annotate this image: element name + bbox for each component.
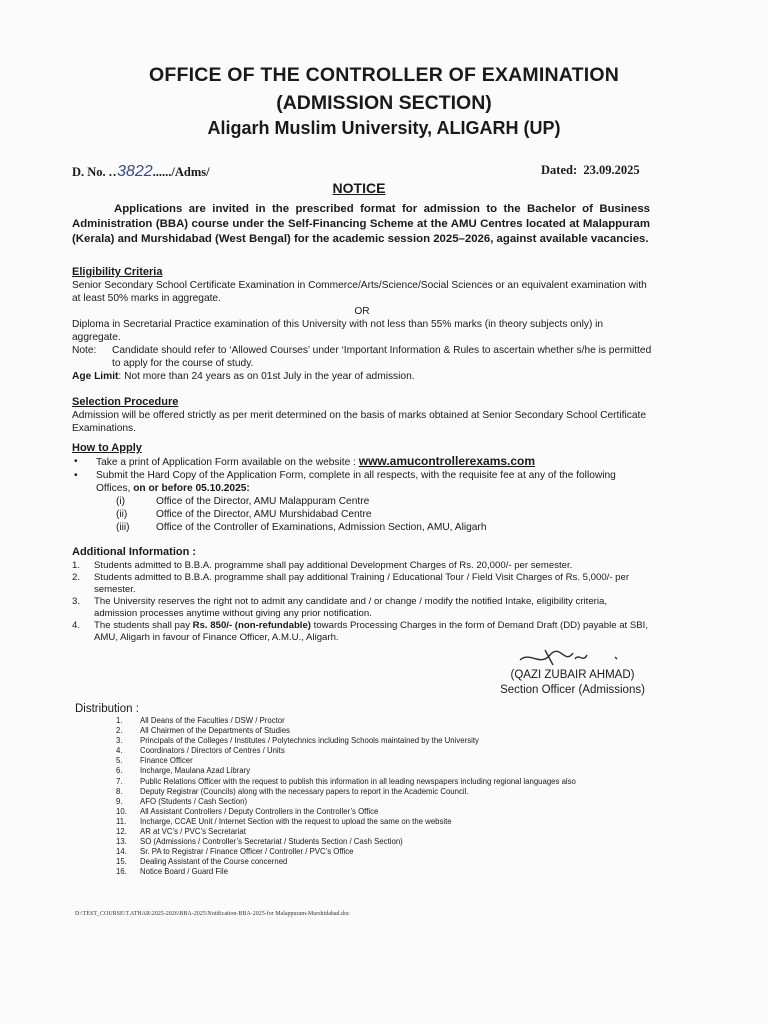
processing-fee: Rs. 850/- (non-refundable) (192, 620, 312, 631)
deadline: on or before 05.10.2025: (133, 483, 250, 494)
list-item: 7. Public Relations Officer with the request to publish this information in all leading newspapers including regional languages also (116, 776, 576, 786)
list-item: 8. Deputy Registrar (Councils) along with the necessary papers to report in the Academic Council. (116, 786, 469, 796)
list-item: 12. AR at VC’s / PVC’s Secretariat (116, 827, 246, 837)
distribution-item: Finance Officer (140, 756, 193, 766)
file-path-footer: D:\TEST_COURSE\T.ATHAR\2025-2026\BBA-2025\Notification-BBA-2025-for Malappuram-Murshidabad.doc (75, 911, 350, 917)
office-num: (i) (116, 496, 126, 507)
distribution-item: All Deans of the Faculties / DSW / Proctor (140, 716, 285, 725)
office-num: (iii) (116, 522, 130, 533)
list-item: 1. Students admitted to B.B.A. programme shall pay additional Development Charges of Rs. 20,000/- per semester. (72, 560, 573, 571)
signatory-designation: Section Officer (Admissions) (500, 684, 645, 696)
notice-title: NOTICE (332, 180, 386, 196)
list-item (72, 455, 652, 469)
distribution-list (116, 716, 656, 878)
list-item (72, 469, 652, 495)
list-item: 9. AFO (Students / Cash Section) (116, 796, 248, 806)
website-link[interactable]: www.amucontrollerexams.com (358, 454, 536, 468)
additional-item: The University reserves the right not to admit any candidate and / or change / modify the notified Intake, eligibility criteria, admission processes anytime without giving any prior notification. (94, 596, 607, 619)
list-item: 6. Incharge, Maulana Azad Library (116, 766, 251, 776)
note-text: Candidate should refer to ‘Allowed Courses’ under ‘Important Information & Rules to ascertain whether s/he is permitted to apply for the course of study. (112, 345, 652, 369)
dno-prefix: D. No. (72, 165, 109, 179)
office-item (116, 508, 652, 521)
list-item: 5. Finance Officer (116, 756, 193, 766)
list-item: 4. Coordinators / Directors of Centres / Units (116, 746, 285, 756)
list-item: 3. Principals of the Colleges / Institutes / Polytechnics including Schools maintained by the University (116, 736, 479, 746)
age-label: Age Limit (72, 371, 119, 382)
dated-value: 23.09.2025 (583, 163, 640, 177)
distribution-item: SO (Admissions / Controller’s Secretariat / Students Section / Cash Section) (140, 837, 403, 847)
list-item: 2. Students admitted to B.B.A. programme shall pay additional Training / Educational Tour / Field Visit Charges of Rs. 5,000/- per semester. (72, 572, 652, 596)
list-item: 14. Sr. PA to Registrar / Finance Officer / Controller / PVC’s Office (116, 847, 354, 857)
list-item: 10. All Assistant Controllers / Deputy Controllers in the Controller’s Office (116, 806, 379, 816)
signatory (490, 668, 655, 698)
signatory-name: (QAZI ZUBAIR AHMAD) (510, 669, 635, 681)
bullet2-text: Submit the Hard Copy of the Application Form, complete in all respects, with the requisite fee at any of the following Offices, (96, 470, 616, 494)
list-item: 11. Incharge, CCAE Unit / Internet Section with the request to upload the same on the website (116, 816, 452, 826)
selection-heading: Selection Procedure (72, 396, 179, 408)
list-item: 15. Dealing Assistant of the Course concerned (116, 857, 288, 867)
eligibility-p2: Diploma in Secretarial Practice examination of this University with not less than 55% marks (in theory subjects only) in aggregate. (72, 319, 604, 343)
dated (541, 163, 640, 178)
office-text: Office of the Director, AMU Murshidabad Centre (156, 509, 372, 520)
how-to-apply-section (72, 442, 652, 534)
selection-text: Admission will be offered strictly as per merit determined on the basis of marks obtained at Senior Secondary School Certificate Examinations. (72, 410, 646, 434)
age-text: : Not more than 24 years as on 01st July in the year of admission. (118, 371, 415, 382)
list-item: 1. All Deans of the Faculties / DSW / Proctor (116, 716, 285, 725)
distribution-item: Coordinators / Directors of Centres / Units (140, 746, 285, 756)
office-heading: OFFICE OF THE CONTROLLER OF EXAMINATION (148, 64, 619, 86)
eligibility-section (72, 266, 652, 383)
additional-list (72, 560, 652, 644)
dated-label: Dated: (541, 163, 578, 177)
apply-bullets (72, 455, 652, 495)
distribution-item: All Chairmen of the Departments of Studies (140, 726, 290, 736)
eligibility-p1: Senior Secondary School Certificate Examination in Commerce/Arts/Science/Social Sciences or an equivalent examination with at least 50% marks in aggregate. (72, 280, 647, 304)
bullet-icon: • (74, 456, 78, 467)
eligibility-heading: Eligibility Criteria (72, 266, 163, 278)
distribution-item: Principals of the Colleges / Institutes / Polytechnics including Schools maintained by the University (140, 736, 479, 746)
office-item (116, 521, 652, 534)
office-text: Office of the Controller of Examinations, Admission Section, AMU, Aligarh (156, 522, 487, 533)
note-label: Note: (72, 345, 97, 356)
list-item: 2. All Chairmen of the Departments of Studies (116, 726, 290, 736)
item4-pre: The students shall pay (94, 620, 193, 631)
additional-section (72, 546, 652, 644)
dno-suffix: /Adms/ (171, 165, 210, 179)
item4-post: towards Processing Charges in the form of Demand Draft (DD) payable at SBI, AMU, Aligarh in favour of Finance Officer, A.M.U., Aligarh. (94, 620, 649, 643)
distribution-item: Incharge, Maulana Azad Library (140, 766, 251, 776)
selection-section (72, 396, 652, 435)
additional-heading: Additional Information : (72, 546, 197, 558)
distribution-heading: Distribution : (75, 703, 139, 715)
distribution-item: Dealing Assistant of the Course concerned (140, 857, 288, 867)
bullet-icon: • (74, 470, 78, 481)
office-list (116, 495, 652, 534)
distribution-item: AR at VC’s / PVC’s Secretariat (140, 827, 246, 837)
office-num: (ii) (116, 509, 128, 520)
university-heading: Aligarh Muslim University, ALIGARH (UP) (207, 118, 561, 138)
distribution-item: AFO (Students / Cash Section) (140, 796, 248, 806)
dispatch-number: D. No. ..3822....../Adms/ (72, 163, 210, 180)
office-item (116, 495, 652, 508)
distribution-item: Incharge, CCAE Unit / Internet Section with the request to upload the same on the website (140, 816, 452, 826)
section-heading: (ADMISSION SECTION) (276, 92, 492, 114)
list-item: 16. Notice Board / Guard File (116, 867, 228, 877)
distribution-item: All Assistant Controllers / Deputy Controllers in the Controller’s Office (140, 806, 379, 816)
distribution-item: Sr. PA to Registrar / Finance Officer / Controller / PVC’s Office (140, 847, 354, 857)
how-to-apply-heading: How to Apply (72, 442, 142, 454)
list-item: 13. SO (Admissions / Controller’s Secretariat / Students Section / Cash Section) (116, 837, 403, 847)
intro-paragraph: Applications are invited in the prescribed format for admission to the Bachelor of Business Administration (BBA) course under the Self-Financing Scheme at the AMU Centres located at Malappuram (Kerala) and Murshidabad (West Bengal) for the academic session 2025–2026, against available vacancies. (72, 203, 650, 245)
dno-handwritten-number: 3822 (117, 163, 153, 180)
office-text: Office of the Director, AMU Malappuram Centre (156, 496, 370, 507)
bullet1-text: Take a print of Application Form available on the website : (96, 457, 359, 468)
age-limit (72, 370, 652, 383)
eligibility-note (72, 344, 652, 370)
list-item: 4. The students shall pay Rs. 850/- (non-refundable) towards Processing Charges in the form of Demand Draft (DD) payable at SBI, AMU, Aligarh in favour of Finance Officer, A.M.U., Aligarh. (72, 620, 649, 643)
list-item: 3. The University reserves the right not to admit any candidate and / or change / modify the notified Intake, eligibility criteria, admission processes anytime without giving any prior notification. (72, 596, 652, 620)
distribution-item: Notice Board / Guard File (140, 867, 228, 877)
eligibility-or: OR (354, 306, 370, 317)
distribution-item: Public Relations Officer with the request to publish this information in all leading newspapers including regional languages also (140, 776, 576, 786)
additional-item: Students admitted to B.B.A. programme shall pay additional Development Charges of Rs. 20,000/- per semester. (94, 560, 573, 571)
additional-item: Students admitted to B.B.A. programme shall pay additional Training / Educational Tour / Field Visit Charges of Rs. 5,000/- per semester. (94, 572, 630, 595)
distribution-item: Deputy Registrar (Councils) along with the necessary papers to report in the Academic Council. (140, 786, 469, 796)
